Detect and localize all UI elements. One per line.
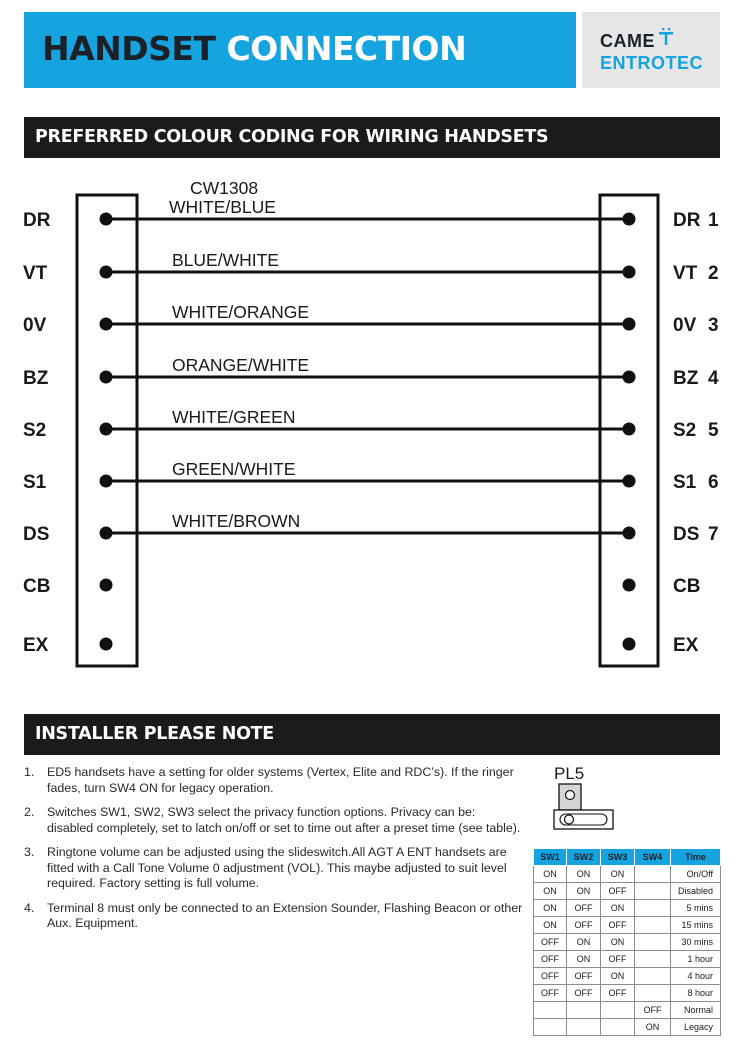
table-row xyxy=(534,1002,721,1019)
table-cell: ON xyxy=(534,883,567,900)
right-terminal-label: VT xyxy=(673,263,698,284)
table-cell xyxy=(635,934,671,951)
table-row xyxy=(534,866,721,883)
wire-colour-label: BLUE/WHITE xyxy=(172,250,279,270)
left-terminal-label: DS xyxy=(23,524,50,545)
installer-notes-list xyxy=(24,765,524,941)
column-header: SW3 xyxy=(601,849,635,866)
right-terminal-label: DR xyxy=(673,210,701,231)
pl5-label: PL5 xyxy=(554,765,585,783)
right-terminal-number: 6 xyxy=(708,472,719,493)
table-cell: ON xyxy=(601,900,635,917)
cable-label: CW1308 xyxy=(190,178,259,198)
left-terminal-label: CB xyxy=(23,576,51,597)
table-cell: ON xyxy=(601,968,635,985)
table-cell xyxy=(534,1002,567,1019)
table-cell xyxy=(534,1019,567,1036)
table-cell xyxy=(635,968,671,985)
note-text: Terminal 8 must only be connected to an Extension Sounder, Flashing Beacon or other Aux. Equipment. xyxy=(47,900,523,930)
column-header: SW2 xyxy=(567,849,601,866)
table-cell: 15 mins xyxy=(671,917,721,934)
table-cell: 30 mins xyxy=(671,934,721,951)
right-terminal-label: S1 xyxy=(673,472,697,493)
table-cell xyxy=(635,866,671,883)
table-row xyxy=(534,917,721,934)
note-number: 2. xyxy=(24,805,35,819)
table-cell: On/Off xyxy=(671,866,721,883)
column-header: SW4 xyxy=(635,849,671,866)
table-cell xyxy=(635,917,671,934)
right-terminal-label: 0V xyxy=(673,315,697,336)
right-terminal-number: 5 xyxy=(708,420,719,441)
left-terminal-label: S2 xyxy=(23,420,47,441)
table-cell xyxy=(567,1002,601,1019)
table-cell: OFF xyxy=(635,1002,671,1019)
note-text: ED5 handsets have a setting for older systems (Vertex, Elite and RDC’s). If the ringer fades, turn SW4 ON for legacy operation. xyxy=(47,765,514,795)
wiring-section-title: PREFERRED COLOUR CODING FOR WIRING HANDSETS xyxy=(35,127,549,147)
table-cell: Normal xyxy=(671,1002,721,1019)
wire-colour-label: WHITE/BLUE xyxy=(169,197,276,217)
note-text: Ringtone volume can be adjusted using the slideswitch.All AGT A ENT handsets are fitted with a Call Tone Volume 0 adjustment (VOL). This maybe adjusted to suit level required. Factory setting is full volume. xyxy=(47,845,507,890)
left-terminal-label: VT xyxy=(23,263,48,284)
wire-colour-label: WHITE/BROWN xyxy=(172,511,301,531)
table-cell: 4 hour xyxy=(671,968,721,985)
table-cell xyxy=(601,1019,635,1036)
left-terminal-dot xyxy=(100,638,113,651)
wire-colour-label: WHITE/ORANGE xyxy=(172,302,310,322)
table-cell: OFF xyxy=(534,985,567,1002)
note-item xyxy=(24,845,524,892)
table-cell: OFF xyxy=(601,951,635,968)
wire-colour-label: ORANGE/WHITE xyxy=(172,355,310,375)
column-header: Time xyxy=(671,849,721,866)
switch-settings-table xyxy=(533,848,721,1036)
table-cell: ON xyxy=(534,866,567,883)
left-terminal-label: DR xyxy=(23,210,51,231)
right-terminal-label: BZ xyxy=(673,368,699,389)
right-terminal-dot xyxy=(623,579,636,592)
table-row xyxy=(534,900,721,917)
table-cell xyxy=(635,883,671,900)
table-cell: ON xyxy=(567,883,601,900)
table-row xyxy=(534,951,721,968)
table-cell: Legacy xyxy=(671,1019,721,1036)
page-title-part1: HANDSET xyxy=(42,29,216,68)
table-cell: 8 hour xyxy=(671,985,721,1002)
table-cell: ON xyxy=(534,917,567,934)
logo-text-came: CAME xyxy=(600,31,655,51)
table-cell: Disabled xyxy=(671,883,721,900)
right-terminal-number: 4 xyxy=(708,368,719,389)
table-header-row xyxy=(534,849,721,866)
table-cell: OFF xyxy=(534,968,567,985)
left-terminal-label: 0V xyxy=(23,315,47,336)
table-cell: ON xyxy=(601,866,635,883)
table-cell xyxy=(635,951,671,968)
pl5-top-pin-icon xyxy=(566,791,575,800)
wire-colour-label: GREEN/WHITE xyxy=(172,459,296,479)
right-terminal-label: CB xyxy=(673,576,701,597)
table-row xyxy=(534,968,721,985)
table-cell: OFF xyxy=(567,900,601,917)
right-terminal-number: 2 xyxy=(708,263,719,284)
table-cell: OFF xyxy=(534,934,567,951)
table-cell xyxy=(567,1019,601,1036)
table-cell: OFF xyxy=(601,985,635,1002)
table-row xyxy=(534,985,721,1002)
left-terminal-dot xyxy=(100,579,113,592)
right-terminal-dot xyxy=(623,638,636,651)
table-cell: ON xyxy=(534,900,567,917)
right-terminal-number: 7 xyxy=(708,524,719,545)
note-number: 4. xyxy=(24,900,35,915)
left-terminal-label: BZ xyxy=(23,368,49,389)
table-cell: OFF xyxy=(567,917,601,934)
note-item xyxy=(24,805,524,836)
table-cell: ON xyxy=(601,934,635,951)
installer-section-heading xyxy=(24,714,720,755)
right-terminal-number: 1 xyxy=(708,210,719,231)
table-cell: OFF xyxy=(567,985,601,1002)
table-cell: ON xyxy=(567,951,601,968)
note-number: 1. xyxy=(24,765,35,779)
column-header: SW1 xyxy=(534,849,567,866)
pl5-bottom-pin-icon xyxy=(565,815,574,824)
table-row xyxy=(534,883,721,900)
logo-text-entrotec: ENTROTEC xyxy=(600,53,703,73)
table-cell: 1 hour xyxy=(671,951,721,968)
table-row xyxy=(534,934,721,951)
table-cell: OFF xyxy=(567,968,601,985)
table-cell: ON xyxy=(567,934,601,951)
table-cell: 5 mins xyxy=(671,900,721,917)
table-cell xyxy=(635,985,671,1002)
installer-section-title: INSTALLER PLEASE NOTE xyxy=(35,724,274,744)
note-number: 3. xyxy=(24,845,35,859)
right-terminal-label: S2 xyxy=(673,420,697,441)
note-item xyxy=(24,765,524,796)
table-cell: OFF xyxy=(601,917,635,934)
table-cell xyxy=(601,1002,635,1019)
note-item xyxy=(24,901,524,932)
right-terminal-label: EX xyxy=(673,635,699,656)
right-terminal-number: 3 xyxy=(708,315,719,336)
wire-colour-label: WHITE/GREEN xyxy=(172,407,296,427)
page-title-part2: CONNECTION xyxy=(226,29,467,68)
left-terminal-label: S1 xyxy=(23,472,47,493)
left-terminal-label: EX xyxy=(23,635,49,656)
table-cell: ON xyxy=(567,866,601,883)
pl5-jumper-diagram xyxy=(548,765,628,835)
table-cell xyxy=(635,900,671,917)
table-cell: ON xyxy=(635,1019,671,1036)
table-cell: OFF xyxy=(601,883,635,900)
switch-table-body xyxy=(534,866,721,1036)
table-cell: OFF xyxy=(534,951,567,968)
right-terminal-label: DS xyxy=(673,524,700,545)
note-text: Switches SW1, SW2, SW3 select the privacy function options. Privacy can be: disabled completely, set to latch on/off or set to time out after a preset time (see table). xyxy=(47,805,521,835)
table-row xyxy=(534,1019,721,1036)
